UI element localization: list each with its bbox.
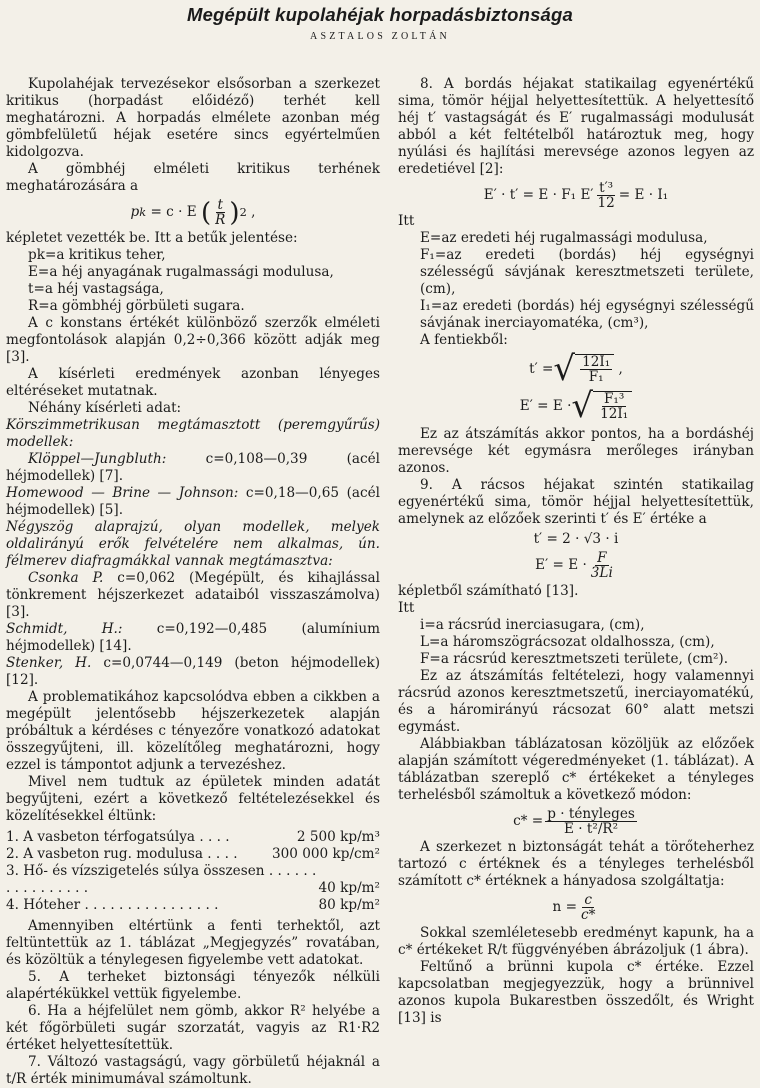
equation-thickness: t′ = √ $\frac{\text{12I₁}}{\text{F₁}}$ , xyxy=(529,349,623,389)
definition: pk=a kritikus teher, xyxy=(28,247,166,263)
equation-modulus: E′ = E · √ $\frac{\text{F₁³}}{\text{12I₁}}$ xyxy=(398,389,754,423)
assumption-row: 3. Hő- és vízszigetelés súlya összesen . . . . . . . . . . . . . . . . 40 kp/m² xyxy=(6,863,380,896)
paragraph: Mivel nem tudtuk az épületek minden adatát begyűjteni, ezért a következő feltételezésekkel és közelítésekkel éltünk: xyxy=(6,774,380,824)
paragraph: A szerkezet n biztonságát tehát a törőteherhez tartozó c értéknek és a tényleges terhelésből számított c* értéknek a hányadosa szolgáltatja: xyxy=(398,839,754,889)
paragraph: Alábbiakban táblázatosan közöljük az előzőek alapján számított végeredményeket (1. táblázat). A táblázatban szereplő c* értékeket a tényleges terhelésből számoltuk a következő módon: xyxy=(398,736,754,803)
definition: F=a rácsrúd keresztmetszeti területe, (cm²). xyxy=(420,651,729,667)
paragraph: képletet vezették be. Itt a betűk jelentése: xyxy=(6,230,298,246)
assumption-row: 2. A vasbeton rug. modulusa . . . . 300 000 kp/cm² xyxy=(6,846,380,862)
value-text: c=0,18—0,65 (acél héjmodellek) [5]. xyxy=(6,485,380,518)
paragraph: Feltűnő a brünni kupola c* értéke. Ezzel kapcsolatban megjegyezzük, hogy a brünnivel azonos kupola Bukarestben összedőlt, és Wright [13] is xyxy=(398,959,754,1026)
definition: I₁=az eredeti (bordás) héj egységnyi szélességű sávjának inerciayomatéka, (cm³), xyxy=(420,298,754,331)
paragraph: Ez az átszámítás feltételezi, hogy valamennyi rácsrúd azonos keresztmetszetű, inerciayomatékú, és a háromirányú rácsozat 60° alatt metszi egymást. xyxy=(398,668,754,735)
paragraph: A fentiekből: xyxy=(420,332,508,348)
definition: F₁=az eredeti (bordás) héj egységnyi szélességű sávjának keresztmetszeti területe, (cm), xyxy=(420,247,754,297)
definition: i=a rácsrúd inerciasugara, (cm), xyxy=(420,617,645,633)
definition: t=a héj vastagsága, xyxy=(28,281,164,297)
assumption-row: 1. A vasbeton térfogatsúlya . . . . 2 500 kp/m³ xyxy=(6,829,380,845)
label-itt: Itt xyxy=(398,600,415,616)
author-ref: Schmidt, H.: xyxy=(6,621,123,637)
value-text: c=0,062 (Megépült, és kihajlással tönkrement héjszerkezet adataiból visszaszámolva) [3]. xyxy=(6,570,380,620)
article-author: ASZTALOS ZOLTÁN xyxy=(310,31,450,42)
paragraph: 9. A rácsos héjakat szintén statikailag egyenértékű sima, tömör héjjal helyettesítettük, amelynek az előzőek szerinti t′ és E′ értéke a xyxy=(398,477,754,527)
paragraph: Kupolahéjak tervezésekor elsősorban a szerkezet kritikus (horpadást előidéző) terhét kell meghatározni. A horpadás elmélete azonban még gömbfelületű héjak esetére sincs egyértelműen kidolgozva. xyxy=(6,76,380,160)
author-ref: Csonka P. xyxy=(28,570,104,586)
equation-equivalent-shell: E′ · t′ = E · F₁ E′ $\frac{\text{t′³}}{12}$ = E · I₁ xyxy=(483,180,669,211)
paragraph: 8. A bordás héjakat statikailag egyenértékű sima, tömör héjjal helyettesítettük. A helyettesítő héj t′ vastagságát és E′ rugalmassági modulusát abból a két feltételből határoztuk meg, hogy nyúlási és hajlítási merevsége azonos legyen az eredetiével [2]: xyxy=(398,76,754,177)
paragraph: 6. Ha a héjfelület nem gömb, akkor R² helyébe a két főgörbületi sugár szorzatát, vagyis az R1·R2 értéket helyettesítettük. xyxy=(6,1003,380,1053)
assumption-row: 4. Hóteher . . . . . . . . . . . . . . . . 80 kp/m² xyxy=(6,897,380,913)
paragraph: Sokkal szemléletesebb eredményt kapunk, ha a c* értékeket R/t függvényében ábrázoljuk (1 ábra). xyxy=(398,925,754,958)
paragraph: 5. A terheket biztonsági tényezők nélküli alapértékükkel vettük figyelembe. xyxy=(6,969,380,1002)
value-text: c=0,192—0,485 (alumínium héjmodellek) [14]. xyxy=(6,621,381,654)
value-text: c=0,0744—0,149 (beton héjmodellek) [12]. xyxy=(6,655,380,688)
paragraph: A gömbhéj elméleti kritikus terhének meghatározására a xyxy=(6,161,380,194)
equation-c-star: c* = $\frac{\text{p · tényleges}}{\text{E · t²/R²}}$ xyxy=(513,806,635,837)
definition: E=az eredeti héj rugalmassági modulusa, xyxy=(420,230,708,246)
paragraph: Ez az átszámítás akkor pontos, ha a bordáshéj merevsége két egymásra merőleges irányban azonos. xyxy=(398,426,754,476)
paragraph: A problematikához kapcsolódva ebben a cikkben a megépült jelentősebb héjszerkezetek alapján próbáltuk a kérdéses c tényezőre vonatkozó adatokat összegyűjteni, ill. közelítőleg meghatározni, hogy ezzel is támpontot adjunk a tervezéshez. xyxy=(6,689,380,773)
paragraph: Amennyiben eltértünk a fenti terhektől, azt feltüntettük az 1. táblázat „Megjegyzés” rovatában, és közöltük a ténylegesen figyelembe vett adatokat. xyxy=(6,918,380,968)
equation-lattice-modulus: E′ = E · $\frac{F}{3Li}$ xyxy=(535,550,613,581)
author-ref: Klöppel—Jungbluth: xyxy=(28,451,167,467)
equation-lattice-thickness: t′ = 2 · √3 · i xyxy=(533,531,619,547)
definition: E=a héj anyagának rugalmassági modulusa, xyxy=(28,264,334,280)
paragraph: A c konstans értékét különböző szerzők elméleti megfontolások alapján 0,2÷0,366 között adják meg [3]. xyxy=(6,315,380,365)
equation-critical-load: p k = c · E ( $\frac{t}{R}$ ) 2 , xyxy=(130,197,256,228)
label-itt: Itt xyxy=(398,213,415,229)
subheading: Körszimmetrikusan megtámasztott (peremgyűrűs) modellek: xyxy=(6,417,380,450)
article-title: Megépült kupolahéjak horpadásbiztonsága xyxy=(186,4,574,25)
definition: L=a háromszögrácsozat oldalhossza, (cm), xyxy=(420,634,715,650)
paragraph: képletből számítható [13]. xyxy=(398,583,579,599)
author-ref: Stenker, H. xyxy=(6,655,92,671)
subheading: Négyszög alaprajzú, olyan modellek, melyek oldalirányú erők felvételére nem alkalmas, ún. félmerev diafragmákkal vannak megtámasztva: xyxy=(6,519,380,569)
value-text: c=0,108—0,39 (acél héjmodellek) [7]. xyxy=(6,451,380,484)
paragraph: 7. Változó vastagságú, vagy görbületű héjaknál a t/R érték minimumával számoltunk. xyxy=(6,1054,380,1087)
left-column xyxy=(6,76,380,1088)
right-column xyxy=(398,76,754,1027)
author-ref: Homewood — Brine — Johnson: xyxy=(6,485,239,501)
equation-safety: n = $\frac{c}{c*}$ xyxy=(552,892,596,923)
paragraph: Néhány kísérleti adat: xyxy=(28,400,182,416)
definition: R=a gömbhéj görbületi sugara. xyxy=(28,298,245,314)
paragraph: A kísérleti eredmények azonban lényeges eltéréseket mutatnak. xyxy=(6,366,380,399)
